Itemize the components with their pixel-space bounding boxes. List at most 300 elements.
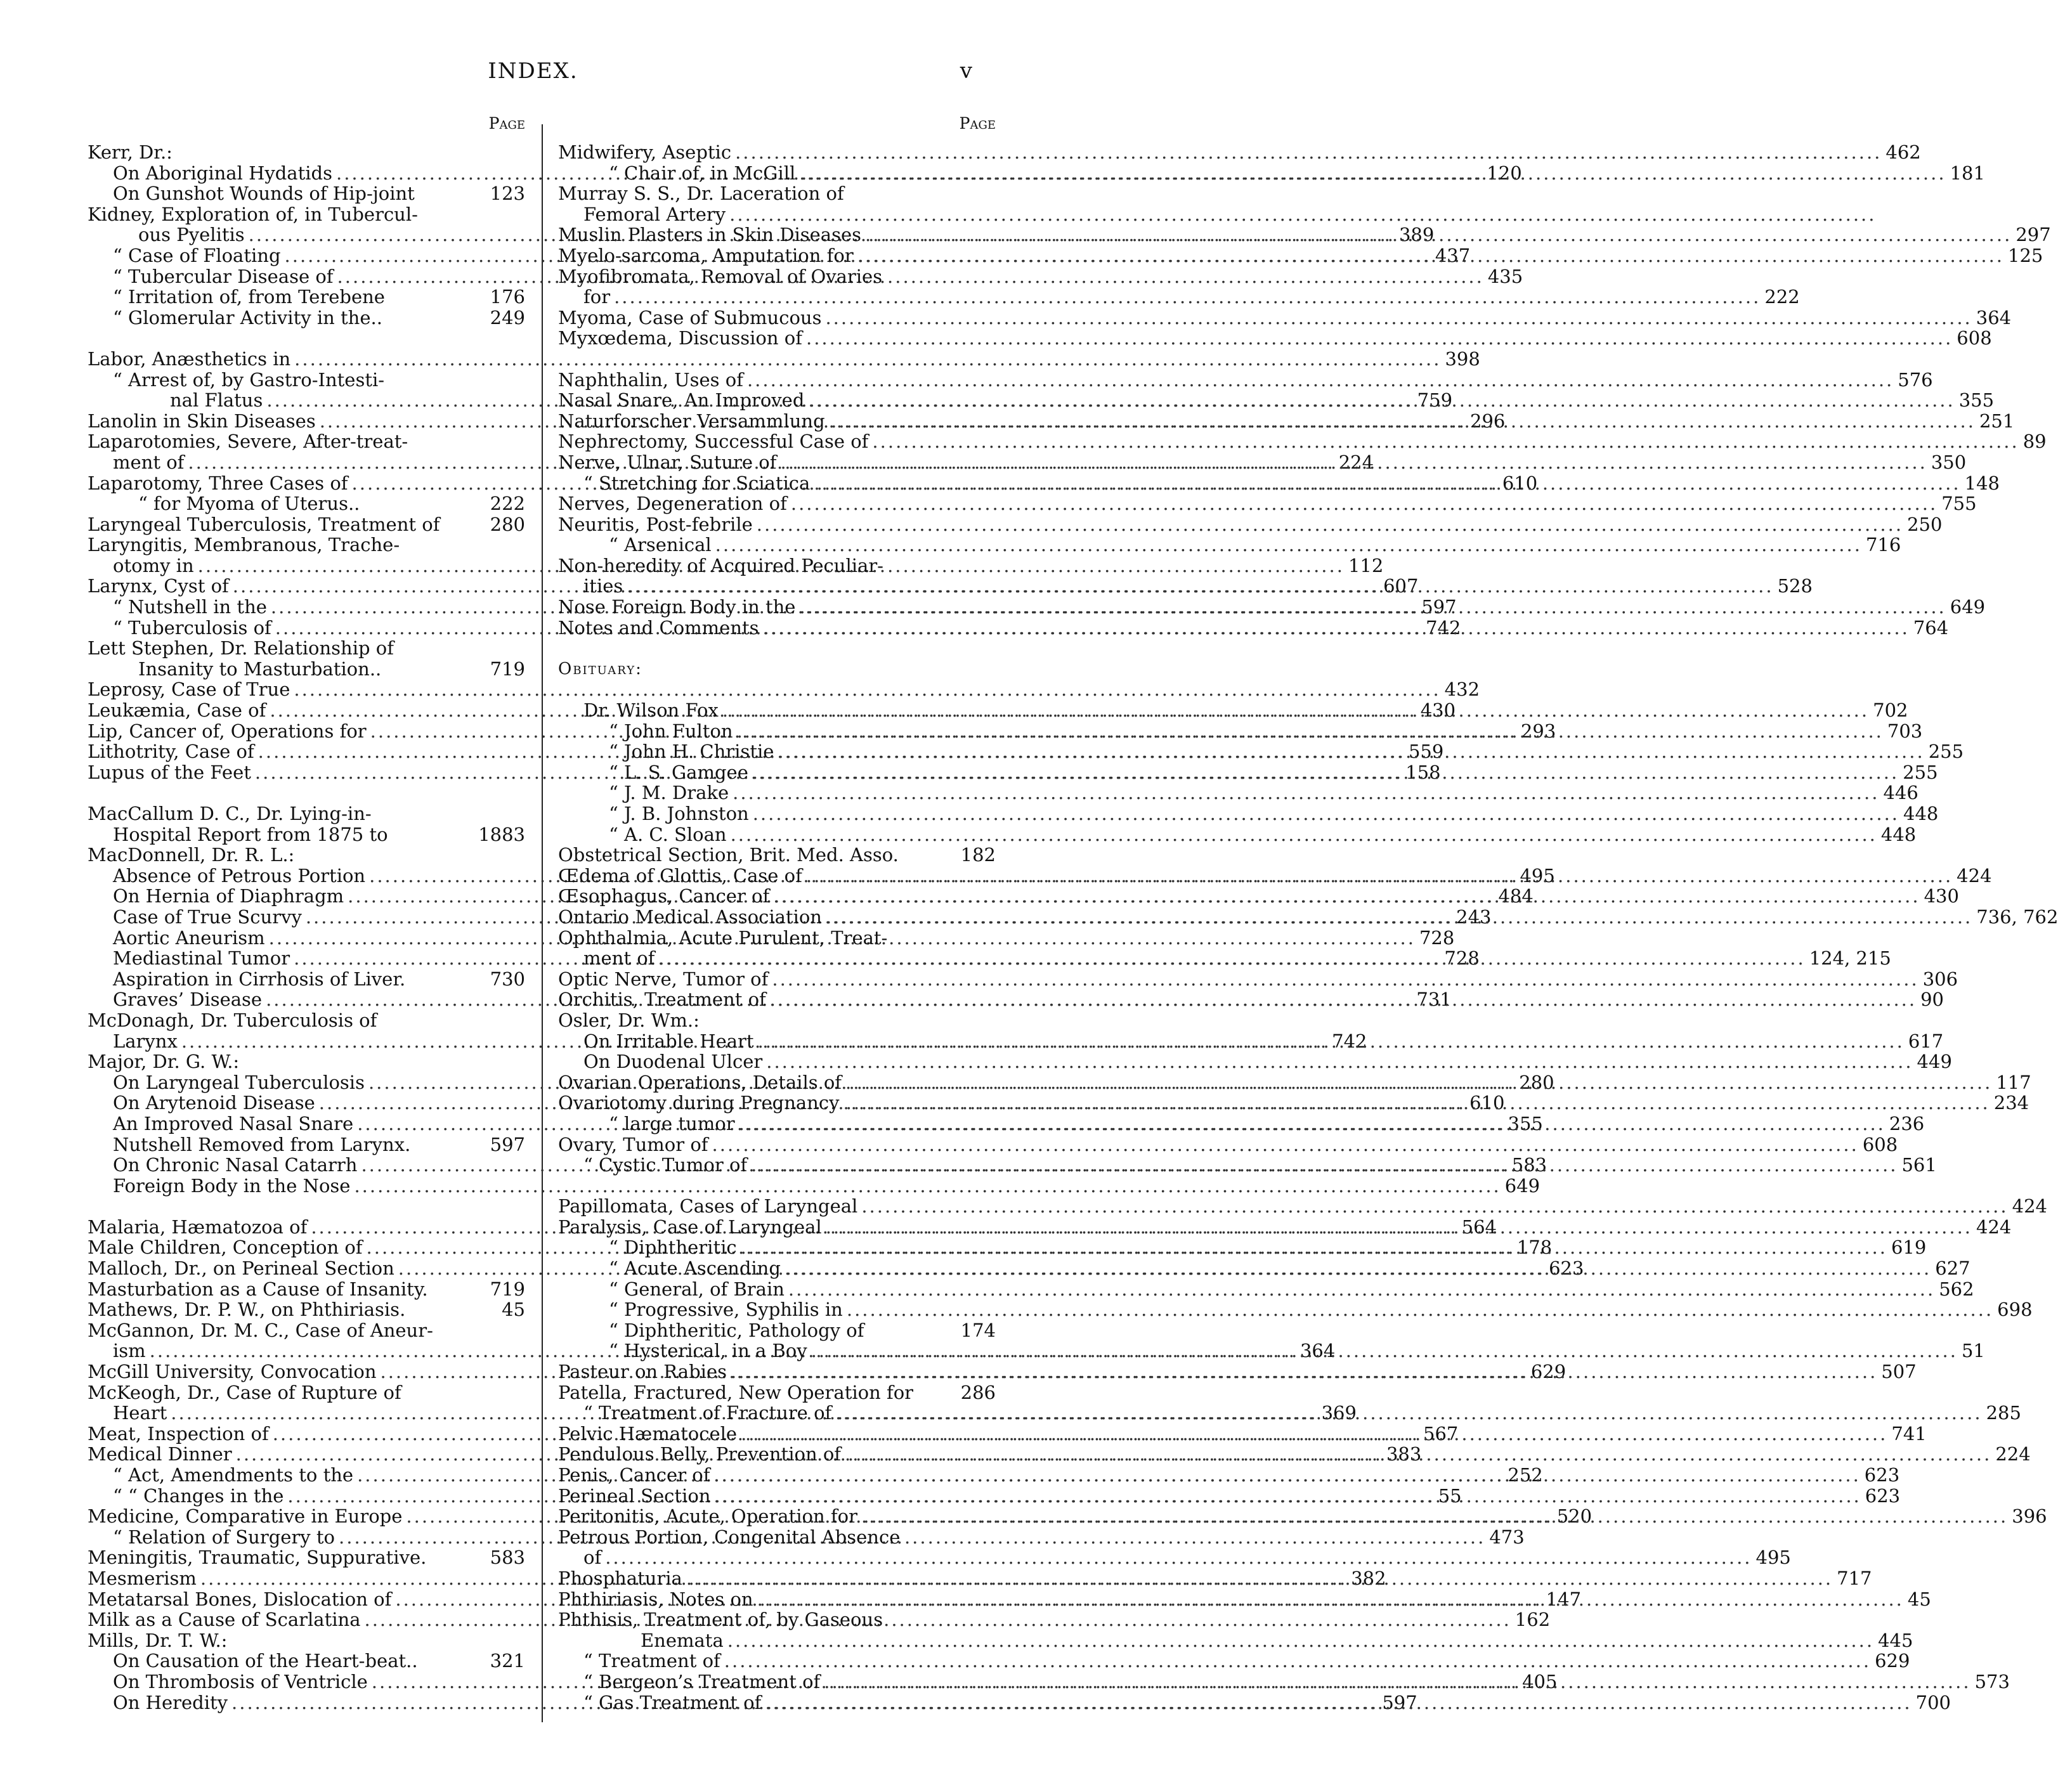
- entry-page-number: 236: [1889, 1112, 1925, 1134]
- entry-page-number: 608: [1957, 327, 1992, 349]
- dot-leader: [714, 1486, 1861, 1507]
- dot-leader: [729, 204, 1876, 225]
- entry-text: “ Irritation of, from Terebene: [113, 286, 385, 308]
- entry-page-number: 495: [1755, 1547, 1791, 1569]
- entry-page-number: 364: [1976, 306, 2012, 328]
- index-entry: [88, 1320, 525, 1341]
- entry-text: McGannon, Dr. M. C., Case of Aneur-: [88, 1319, 433, 1341]
- index-entry: [558, 534, 1901, 556]
- entry-page-number: 424: [1957, 864, 1992, 886]
- entry-page-number: 45: [1907, 1588, 1931, 1610]
- entry-page-number: 617: [1908, 1030, 1944, 1052]
- dot-leader: [778, 741, 1924, 762]
- entry-text: Obituary:: [558, 659, 642, 678]
- dot-leader: [770, 989, 1917, 1010]
- entry-page-number: 382: [1351, 1567, 1386, 1589]
- entry-page-number: 383: [1386, 1443, 1422, 1465]
- entry-page-number: 355: [1508, 1112, 1543, 1134]
- index-entry: [558, 1051, 1952, 1073]
- entry-text: Naturforscher Versammlung: [558, 410, 825, 432]
- entry-page-number: 445: [1878, 1629, 1913, 1651]
- entry-text: Myofibromata, Removal of Ovaries: [558, 265, 883, 287]
- entry-text: “ A. C. Sloan: [609, 823, 727, 845]
- dot-leader: [788, 1279, 1935, 1300]
- index-entry: [88, 845, 525, 866]
- index-entry: [558, 368, 1933, 391]
- dot-leader: [799, 163, 1946, 184]
- entry-text: Midwifery, Aseptic: [558, 141, 732, 163]
- entry-page-number: 1883: [478, 823, 525, 845]
- entry-page-number: 306: [1922, 968, 1958, 990]
- entry-text: “ Arrest of, by Gastro-Intesti-: [113, 368, 385, 391]
- entry-text: Medicine, Comparative in Europe: [88, 1505, 403, 1528]
- index-entry: [558, 555, 996, 576]
- entry-page-number: 567: [1423, 1422, 1459, 1445]
- entry-page-number: 176: [490, 286, 525, 308]
- entry-page-number: 446: [1883, 782, 1918, 804]
- dot-leader: [757, 514, 1903, 535]
- entry-page-number: 162: [1514, 1609, 1551, 1631]
- index-entry: [558, 968, 1958, 990]
- index-entry: [558, 1547, 1791, 1569]
- index-entry: [558, 1133, 1898, 1155]
- entry-text: Mathews, Dr. P. W., on Phthiriasis.: [88, 1299, 406, 1321]
- dot-leader: [751, 1155, 1898, 1176]
- index-entry: [88, 287, 525, 308]
- entry-text: Larynx, Cyst of: [88, 575, 229, 597]
- entry-page-number: 255: [1903, 761, 1938, 783]
- entry-text: On Irritable Heart: [583, 1030, 754, 1052]
- entry-text: Metatarsal Bones, Dislocation of: [88, 1588, 392, 1610]
- entry-text: Orchitis, Treatment of: [558, 989, 766, 1011]
- dot-leader: [865, 224, 2012, 245]
- entry-page-number: 389: [1398, 224, 1435, 246]
- entry-text: On Aboriginal Hydatids: [113, 162, 332, 184]
- entry-spacer: [88, 328, 525, 349]
- dot-leader: [735, 142, 1882, 163]
- entry-page-number: 424: [2012, 1195, 2047, 1217]
- entry-text: Petrous Portion, Congenital Absence: [558, 1526, 901, 1548]
- entry-page-number: 124, 215: [1809, 947, 1891, 970]
- entry-page-number: 716: [1865, 534, 1901, 556]
- entry-page-number: 350: [1931, 451, 1967, 473]
- entry-page-number: 627: [1935, 1257, 1970, 1280]
- dot-leader: [781, 452, 1927, 473]
- dot-leader: [806, 866, 1953, 886]
- entry-text: Malaria, Hæmatozoa of: [88, 1216, 308, 1238]
- index-entry: [88, 678, 1480, 701]
- entry-text: Phosphaturia: [558, 1567, 682, 1589]
- entry-page-number: 51: [1961, 1340, 1985, 1362]
- entry-text: “ Stretching for Sciatica: [583, 472, 811, 494]
- entry-text: Masturbation as a Cause of Insanity.: [88, 1278, 428, 1300]
- entry-page-number: 484: [1498, 885, 1534, 907]
- entry-text: Nerve, Ulnar, Suture of: [558, 451, 777, 473]
- page-column-label: Page: [488, 114, 525, 133]
- index-entry: [558, 1299, 2033, 1321]
- dot-leader: [741, 1424, 1887, 1445]
- dot-leader: [861, 1196, 2008, 1217]
- entry-text: On Thrombosis of Ventricle: [113, 1670, 368, 1692]
- dot-leader: [686, 1568, 1833, 1589]
- entry-page-number: 405: [1522, 1670, 1558, 1692]
- entry-page-number: 561: [1901, 1154, 1937, 1176]
- entry-text: Peritonitis, Acute, Operation for: [558, 1505, 857, 1528]
- entry-page-number: 147: [1546, 1588, 1582, 1610]
- entry-page-number: 297: [2016, 224, 2051, 246]
- index-entry: [558, 306, 2012, 328]
- dot-leader: [763, 618, 1910, 639]
- entry-text: Medical Dinner: [88, 1443, 232, 1465]
- entry-page-number: 495: [1520, 864, 1555, 886]
- entry-text: “ large tumor: [609, 1112, 735, 1134]
- entry-page-number: 148: [1964, 472, 2000, 494]
- entry-text: Mediastinal Tumor: [113, 947, 290, 970]
- entry-text: Foreign Body in the Nose: [113, 1174, 351, 1197]
- entry-text: Nutshell Removed from Larynx.: [113, 1133, 411, 1155]
- entry-text: “ Arsenical: [609, 534, 712, 556]
- entry-text: Aortic Aneurism: [113, 926, 265, 949]
- index-entry: [88, 1279, 525, 1300]
- entry-text: Ovary, Tumor of: [558, 1133, 708, 1155]
- index-entry: [88, 1547, 525, 1568]
- dot-leader: [747, 370, 1894, 391]
- entry-text: Patella, Fractured, New Operation for: [558, 1381, 914, 1403]
- entry-page-number: 562: [1939, 1278, 1974, 1300]
- entry-page-number: 224: [1338, 451, 1374, 473]
- entry-text: Laparotomy, Three Cases of: [88, 472, 348, 494]
- entry-text: “ Treatment of Fracture of: [583, 1402, 832, 1424]
- entry-page-number: 528: [1777, 575, 1813, 597]
- index-entry: [558, 493, 1977, 515]
- index-entry: [558, 928, 996, 949]
- entry-page-number: 629: [1530, 1361, 1566, 1383]
- dot-leader: [757, 1589, 1904, 1610]
- entry-text: “ John Fulton: [609, 720, 733, 742]
- entry-text: Meningitis, Traumatic, Suppurative.: [88, 1547, 427, 1569]
- entry-text: Nephrectomy, Successful Case of: [558, 431, 869, 453]
- index-entry: [558, 183, 996, 204]
- entry-text: Case of True Scurvy: [113, 906, 302, 928]
- entry-page-number: 623: [1864, 1464, 1900, 1486]
- entry-page-number: 280: [490, 513, 525, 535]
- entry-text: Lithotrity, Case of: [88, 741, 254, 763]
- entry-text: ities: [583, 575, 623, 597]
- dot-leader: [731, 1361, 1877, 1382]
- entry-page-number: 45: [502, 1299, 525, 1321]
- entry-page-number: 178: [1516, 1237, 1553, 1259]
- entry-text: MacDonnell, Dr. R. L.:: [88, 844, 295, 866]
- entry-page-number: 355: [1958, 389, 1995, 412]
- entry-page-number: 597: [1382, 1691, 1417, 1713]
- index-entry: [88, 1630, 525, 1651]
- entry-page-number: 182: [960, 844, 996, 866]
- entry-text: “ Case of Floating: [113, 244, 281, 266]
- entry-page-number: 731: [1416, 989, 1452, 1011]
- entry-spacer: [558, 349, 996, 370]
- entry-page-number: 564: [1461, 1216, 1497, 1238]
- dot-leader: [731, 824, 1877, 845]
- entry-page-number: 608: [1862, 1133, 1898, 1155]
- entry-page-number: 473: [1489, 1526, 1525, 1548]
- entry-page-number: 623: [1549, 1257, 1584, 1280]
- entry-text: Laryngeal Tuberculosis, Treatment of: [88, 513, 440, 535]
- index-entry: [558, 1320, 996, 1341]
- entry-page-number: 249: [490, 306, 525, 328]
- entry-page-number: 702: [1873, 699, 1908, 722]
- entry-page-number: 719: [490, 1278, 525, 1300]
- entry-text: “ for Myoma of Uterus..: [138, 493, 360, 515]
- entry-text: Nose Foreign Body in the: [558, 596, 796, 618]
- entry-page-number: 280: [1519, 1071, 1554, 1093]
- entry-page-number: 730: [490, 968, 525, 990]
- index-entry: [88, 1299, 525, 1320]
- entry-page-number: 435: [1487, 265, 1523, 287]
- dot-leader: [752, 762, 1899, 783]
- page-column-label: Page: [959, 114, 996, 133]
- entry-text: Absence of Petrous Portion: [113, 864, 366, 886]
- entry-page-number: 448: [1903, 803, 1939, 824]
- entry-page-number: 321: [490, 1650, 525, 1672]
- index-entry: [558, 845, 996, 866]
- entry-text: “ Act, Amendments to the: [113, 1464, 354, 1486]
- index-entry: [88, 1382, 525, 1403]
- entry-text: Laryngitis, Membranous, Trache-: [88, 534, 400, 556]
- entry-page-number: 703: [1887, 720, 1923, 742]
- entry-text: “ J. B. Johnston: [609, 803, 749, 824]
- entry-text: Notes and Comments: [558, 616, 759, 639]
- dot-leader: [845, 1444, 1991, 1465]
- entry-page-number: 296: [1470, 410, 1506, 432]
- index-entry: [558, 1278, 1974, 1300]
- entry-text: On Causation of the Heart-beat..: [113, 1650, 418, 1672]
- entry-text: Optic Nerve, Tumor of: [558, 968, 769, 990]
- entry-text: Heart: [113, 1402, 167, 1424]
- dot-leader: [847, 1299, 1993, 1320]
- entry-text: “ Bergeon’s Treatment of: [583, 1670, 821, 1692]
- dot-leader: [741, 1237, 1887, 1258]
- dot-leader: [722, 700, 1869, 721]
- entry-text: Labor, Anæsthetics in: [88, 347, 291, 370]
- dot-leader: [872, 431, 2019, 452]
- index-entry: [558, 1609, 996, 1630]
- entry-text: Œdema of Glottis, Case of: [558, 864, 802, 886]
- entry-page-number: 424: [1976, 1216, 2012, 1238]
- entry-text: Kidney, Exploration of, in Tubercul-: [88, 203, 418, 225]
- entry-page-number: 437: [1435, 244, 1471, 266]
- dot-leader: [791, 493, 1938, 514]
- entry-page-number: 55: [1438, 1484, 1462, 1507]
- entry-text: “ Acute Ascending: [609, 1257, 781, 1280]
- entry-text: Pendulous Belly, Prevention of: [558, 1443, 842, 1465]
- entry-page-number: 285: [1986, 1402, 2021, 1424]
- entry-page-number: 222: [1764, 286, 1800, 308]
- entry-text: Nasal Snare, An Improved: [558, 389, 805, 412]
- index-entry: [88, 142, 525, 163]
- entry-text: Pelvic Hæmatocele: [558, 1422, 738, 1445]
- entry-text: of: [583, 1547, 602, 1569]
- entry-text: “ John H. Christie: [609, 741, 774, 763]
- entry-text: Murray S. S., Dr. Laceration of: [558, 183, 844, 205]
- entry-text: “ Progressive, Syphilis in: [609, 1299, 843, 1321]
- dot-leader: [843, 1093, 1990, 1114]
- index-entry: [88, 1651, 525, 1672]
- entry-spacer: [88, 782, 525, 803]
- index-entry: [558, 1010, 996, 1031]
- entry-text: “ Diphtheritic, Pathology of: [609, 1319, 864, 1341]
- dot-leader: [758, 1031, 1905, 1052]
- entry-text: On Hernia of Diaphragm: [113, 885, 344, 907]
- entry-text: for: [583, 286, 611, 308]
- dot-leader: [605, 1547, 1752, 1568]
- entry-page-number: 583: [1511, 1154, 1547, 1176]
- entry-page-number: 741: [1891, 1422, 1927, 1445]
- index-entry: [558, 1650, 1910, 1672]
- page-number: v: [960, 58, 972, 84]
- entry-page-number: 607: [1383, 575, 1419, 597]
- entry-text: Ovarian Operations, Details of: [558, 1071, 842, 1093]
- entry-page-number: 90: [1920, 989, 1944, 1011]
- entry-text: “ Gas Treatment of: [583, 1691, 762, 1713]
- dot-leader: [766, 1051, 1913, 1072]
- index-entry: [88, 824, 525, 845]
- entry-page-number: 89: [2022, 431, 2047, 453]
- dot-leader: [826, 1217, 1972, 1238]
- entry-page-number: 597: [490, 1133, 525, 1155]
- index-entry: [558, 1527, 996, 1548]
- entry-page-number: 158: [1405, 761, 1441, 783]
- entry-text: Paralysis, Case of Laryngeal: [558, 1216, 822, 1238]
- dot-leader: [826, 907, 1972, 928]
- entry-text: Major, Dr. G. W.:: [88, 1051, 240, 1073]
- entry-page-number: 610: [1502, 472, 1538, 494]
- entry-text: Nerves, Degeneration of: [558, 493, 787, 515]
- entry-text: Penis, Cancer of: [558, 1464, 710, 1486]
- index-entry: [88, 370, 525, 391]
- dot-leader: [627, 576, 1773, 597]
- entry-page-number: 181: [1950, 162, 1985, 184]
- entry-page-number: 742: [1332, 1030, 1367, 1052]
- entry-page-number: 432: [1444, 678, 1480, 701]
- entry-page-number: 255: [1928, 741, 1964, 763]
- entry-text: Myoma, Case of Submucous: [558, 306, 822, 328]
- entry-text: Femoral Artery: [583, 203, 726, 225]
- entry-text: McDonagh, Dr. Tuberculosis of: [88, 1009, 377, 1031]
- entry-text: MacCallum D. C., Dr. Lying-in-: [88, 803, 372, 824]
- index-entry: [558, 327, 1992, 349]
- dot-leader: [614, 287, 1761, 308]
- running-header: [0, 58, 1066, 91]
- index-entry: [88, 308, 525, 328]
- dot-leader: [835, 1403, 1982, 1424]
- page-title: INDEX.: [488, 58, 578, 84]
- entry-text: Pasteur on Rabies: [558, 1361, 727, 1383]
- entry-text: Graves’ Disease: [113, 989, 263, 1011]
- entry-page-number: 576: [1898, 368, 1933, 391]
- dot-leader: [825, 308, 1972, 328]
- entry-text: McGill University, Convocation: [88, 1361, 377, 1383]
- index-entry: [88, 803, 525, 824]
- entry-page-number: 649: [1950, 596, 1986, 618]
- index-entry: [88, 493, 525, 514]
- entry-page-number: 759: [1417, 389, 1453, 412]
- entry-text: Papillomata, Cases of Laryngeal: [558, 1195, 858, 1217]
- entry-text: Ophthalmia, Acute Purulent, Treat-: [558, 926, 888, 949]
- entry-text: Œsophagus, Cancer of: [558, 885, 770, 907]
- entry-text: “ Tubercular Disease of: [113, 265, 334, 287]
- index-entry: [558, 266, 996, 287]
- entry-page-number: 224: [1995, 1443, 2031, 1465]
- entry-page-number: 742: [1426, 616, 1461, 639]
- entry-spacer: [558, 638, 996, 659]
- entry-page-number: 610: [1469, 1092, 1505, 1114]
- entry-text: “ Nutshell in the: [113, 596, 267, 618]
- entry-text: nal Flatus: [170, 389, 263, 412]
- entry-page-number: 728: [1419, 926, 1455, 949]
- entry-text: “ Treatment of: [583, 1650, 720, 1672]
- entry-text: Ontario Medical Association: [558, 906, 822, 928]
- entry-text: Kerr, Dr.:: [88, 141, 173, 163]
- entry-text: Neuritis, Post-febrile: [558, 513, 753, 535]
- dot-leader: [658, 948, 1805, 969]
- dot-leader: [829, 411, 1976, 432]
- entry-page-number: 396: [2012, 1505, 2047, 1528]
- entry-text: Muslin Plasters in Skin Diseases: [558, 224, 862, 246]
- entry-text: Lett Stephen, Dr. Relationship of: [88, 637, 394, 659]
- entry-text: On Laryngeal Tuberculosis: [113, 1071, 365, 1093]
- entry-text: On Gunshot Wounds of Hip-joint: [113, 183, 415, 205]
- dot-leader: [724, 1651, 1871, 1672]
- dot-leader: [737, 721, 1884, 742]
- entry-text: Lip, Cancer of, Operations for: [88, 720, 367, 742]
- entry-page-number: 286: [960, 1381, 996, 1403]
- index-entry: [558, 1382, 996, 1403]
- index-entry: [88, 204, 525, 225]
- entry-page-number: 448: [1880, 823, 1917, 845]
- entry-text: Perineal Section: [558, 1484, 711, 1507]
- entry-page-number: 597: [1421, 596, 1457, 618]
- entry-text: “ L. S. Gamgee: [609, 761, 748, 783]
- entry-page-number: 619: [1891, 1237, 1927, 1259]
- entry-text: “ Cystic Tumor of: [583, 1154, 748, 1176]
- entry-text: Meat, Inspection of: [88, 1422, 269, 1445]
- dot-leader: [715, 535, 1862, 555]
- entry-page-number: 623: [1865, 1484, 1901, 1507]
- entry-text: Insanity to Masturbation..: [138, 658, 382, 680]
- entry-spacer: [558, 679, 996, 700]
- entry-text: Obstetrical Section, Brit. Med. Asso.: [558, 844, 899, 866]
- index-entry: [88, 659, 525, 680]
- entry-text: Larynx: [113, 1030, 178, 1052]
- entry-page-number: 764: [1913, 616, 1949, 639]
- entry-text: Lupus of the Feet: [88, 761, 251, 783]
- entry-page-number: 234: [1993, 1092, 2029, 1114]
- entry-page-number: 120: [1487, 162, 1522, 184]
- entry-text: Mesmerism: [88, 1567, 197, 1589]
- entry-page-number: 573: [1974, 1670, 2010, 1692]
- dot-leader: [727, 1630, 1874, 1651]
- entry-text: Malloch, Dr., on Perineal Section: [88, 1257, 394, 1280]
- dot-leader: [799, 597, 1946, 618]
- entry-text: Myelo-sarcoma, Amputation for: [558, 244, 854, 266]
- index-entry: [558, 1195, 2047, 1217]
- dot-leader: [733, 782, 1879, 803]
- entry-page-number: 251: [1979, 410, 2015, 432]
- entry-page-number: 430: [1924, 885, 1959, 907]
- entry-page-number: 649: [1504, 1174, 1540, 1197]
- entry-text: On Arytenoid Disease: [113, 1092, 315, 1114]
- entry-text: ous Pyelitis: [138, 224, 245, 246]
